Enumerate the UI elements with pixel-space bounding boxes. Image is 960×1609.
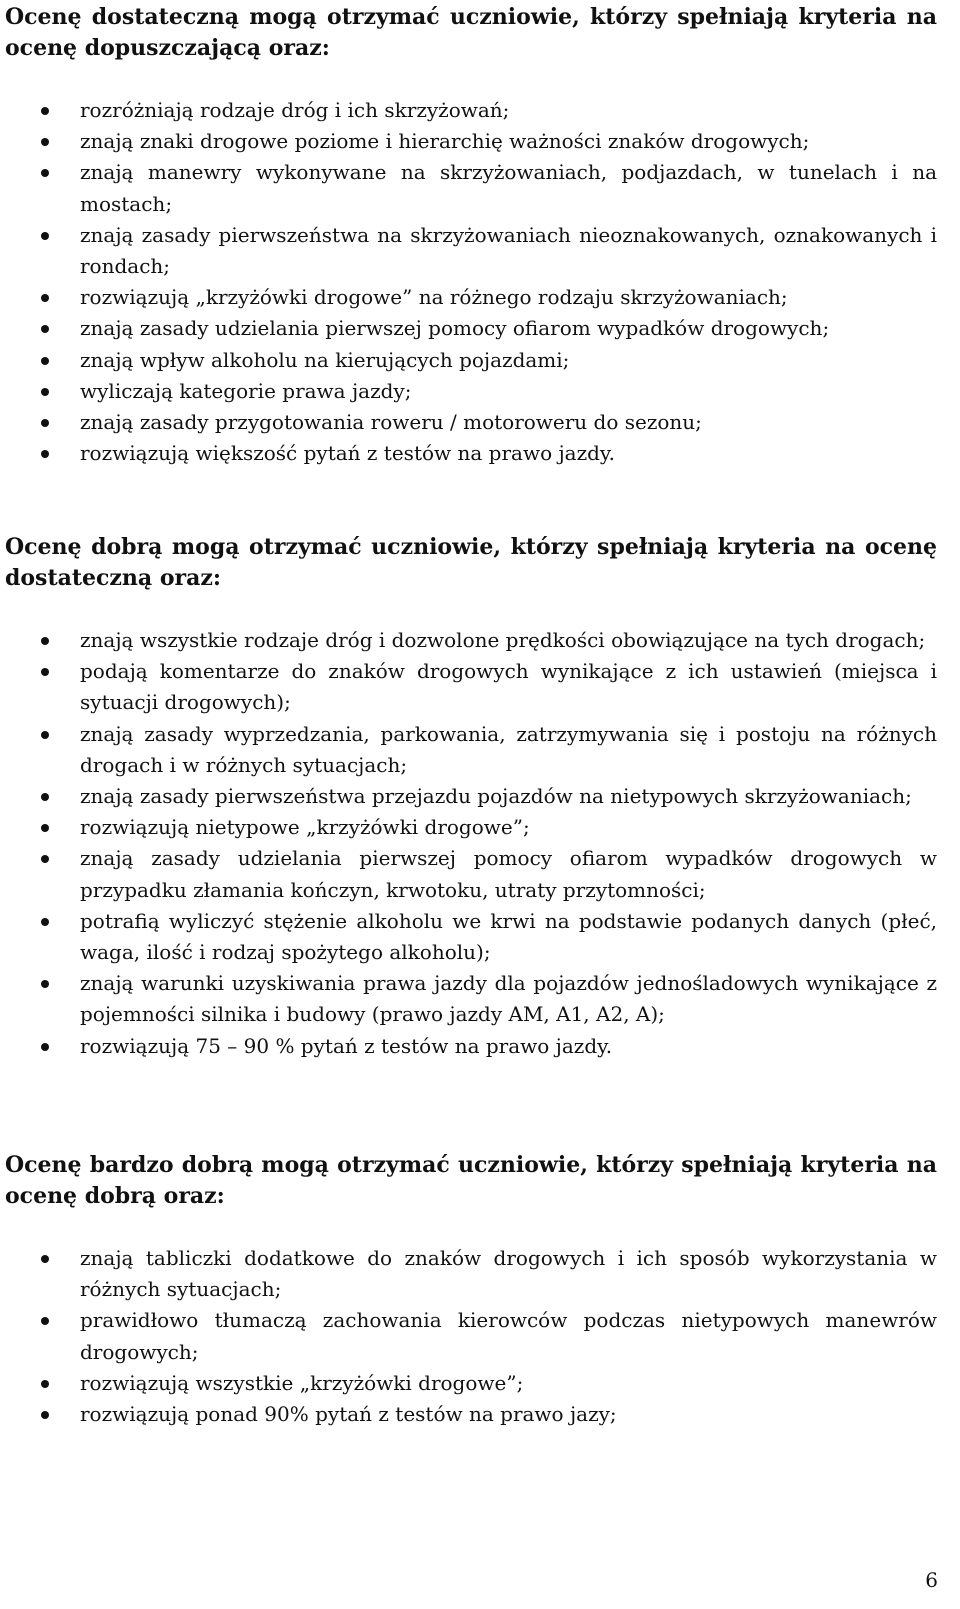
list-item-text: rozwiązują 75 – 90 % pytań z testów na prawo jazdy. (80, 1033, 613, 1058)
list-item-text: znają tabliczki dodatkowe do znaków drogowych i ich sposób wykorzystania w różnych sytuacjach; (80, 1246, 937, 1302)
list-item (5, 345, 937, 376)
list-item (5, 407, 937, 438)
list-item (5, 313, 937, 344)
bullet-icon (41, 1411, 49, 1419)
section-heading: Ocenę dostateczną mogą otrzymać uczniowie, którzy spełniają kryteria na ocenę dopuszczającą oraz: (5, 4, 937, 61)
section-heading: Ocenę bardzo dobrą mogą otrzymać uczniowie, którzy spełniają kryteria na ocenę dobrą oraz: (5, 1152, 937, 1209)
list-item-text: znają manewry wykonywane na skrzyżowaniach, podjazdach, w tunelach i na mostach; (80, 160, 937, 216)
list-item-text: rozwiązują ponad 90% pytań z testów na prawo jazy; (80, 1402, 617, 1427)
list-item-text: rozwiązują większość pytań z testów na prawo jazdy. (80, 441, 615, 466)
bullet-icon (41, 668, 49, 676)
list-item (5, 376, 937, 407)
list-item (5, 1368, 937, 1399)
list-item (5, 812, 937, 843)
list-item (5, 1305, 937, 1367)
list-item (5, 438, 937, 469)
bullet-icon (41, 450, 49, 458)
bullet-icon (41, 232, 49, 240)
list-item (5, 1031, 937, 1062)
list-item (5, 157, 937, 219)
page-number: 6 (925, 1568, 938, 1592)
section-heading: Ocenę dobrą mogą otrzymać uczniowie, którzy spełniają kryteria na ocenę dostateczną oraz: (5, 534, 937, 591)
bullet-icon (41, 824, 49, 832)
list-item (5, 781, 937, 812)
bullet-icon (41, 918, 49, 926)
list-item-text: znają zasady przygotowania roweru / motoroweru do sezonu; (80, 410, 702, 435)
criteria-list (5, 95, 937, 469)
list-item-text: znają zasady pierwszeństwa przejazdu pojazdów na nietypowych skrzyżowaniach; (80, 784, 912, 809)
list-item-text: rozwiązują „krzyżówki drogowe” na różnego rodzaju skrzyżowaniach; (80, 285, 788, 310)
bullet-icon (41, 793, 49, 801)
criteria-list (5, 625, 937, 1062)
list-item-text: znają znaki drogowe poziome i hierarchię ważności znaków drogowych; (80, 129, 810, 154)
list-item-text: prawidłowo tłumaczą zachowania kierowców podczas nietypowych manewrów drogowych; (80, 1308, 937, 1364)
list-item (5, 968, 937, 1030)
bullet-icon (41, 731, 49, 739)
list-item-text: podają komentarze do znaków drogowych wynikające z ich ustawień (miejsca i sytuacji drogowych); (80, 659, 937, 715)
list-item-text: znają wszystkie rodzaje dróg i dozwolone prędkości obowiązujące na tych drogach; (80, 628, 926, 652)
bullet-icon (41, 1380, 49, 1388)
list-item-text: potrafią wyliczyć stężenie alkoholu we krwi na podstawie podanych danych (płeć, waga, ilość i rodzaj spożytego alkoholu); (80, 908, 937, 965)
list-item-text: znają wpływ alkoholu na kierujących pojazdami; (80, 347, 570, 372)
list-item (5, 220, 937, 282)
bullet-icon (41, 294, 49, 302)
bullet-icon (41, 1255, 49, 1263)
grade-very-good-section (5, 1150, 937, 1430)
list-item (5, 95, 937, 126)
list-item (5, 282, 937, 313)
list-item-text: znają zasady udzielania pierwszej pomocy ofiarom wypadków drogowych w przypadku złamania kończyn, krwotoku, utraty przytomności; (80, 846, 937, 902)
bullet-icon (41, 855, 49, 863)
list-item-text: rozróżniają rodzaje dróg i ich skrzyżowań; (80, 98, 510, 122)
list-item-text: znają zasady udzielania pierwszej pomocy ofiarom wypadków drogowych; (80, 316, 830, 341)
bullet-icon (41, 325, 49, 333)
list-item-text: znają warunki uzyskiwania prawa jazdy dla pojazdów jednośladowych wynikające z pojemności silnika i budowy (prawo jazdy AM, A1, A2, A); (80, 971, 937, 1027)
bullet-icon (41, 107, 49, 115)
list-item (5, 1243, 937, 1305)
bullet-icon (41, 388, 49, 396)
bullet-icon (41, 637, 49, 645)
list-item-text: znają zasady wyprzedzania, parkowania, zatrzymywania się i postoju na różnych drogach i w różnych sytuacjach; (80, 721, 937, 777)
bullet-icon (41, 138, 49, 146)
bullet-icon (41, 357, 49, 365)
list-item (5, 625, 937, 656)
list-item (5, 843, 937, 905)
bullet-icon (41, 1043, 49, 1051)
list-item (5, 126, 937, 157)
list-item-text: rozwiązują wszystkie „krzyżówki drogowe”; (80, 1370, 524, 1395)
list-item (5, 656, 937, 718)
list-item-text: wyliczają kategorie prawa jazdy; (80, 378, 412, 403)
grade-good-section (5, 532, 937, 1062)
grade-satisfactory-section (5, 2, 937, 469)
list-item (5, 719, 937, 781)
bullet-icon (41, 169, 49, 177)
list-item (5, 906, 937, 968)
bullet-icon (41, 419, 49, 427)
bullet-icon (41, 1317, 49, 1325)
list-item-text: znają zasady pierwszeństwa na skrzyżowaniach nieoznakowanych, oznakowanych i rondach; (80, 222, 937, 279)
list-item (5, 1399, 937, 1430)
list-item-text: rozwiązują nietypowe „krzyżówki drogowe”; (80, 815, 530, 840)
bullet-icon (41, 980, 49, 988)
criteria-list (5, 1243, 937, 1430)
